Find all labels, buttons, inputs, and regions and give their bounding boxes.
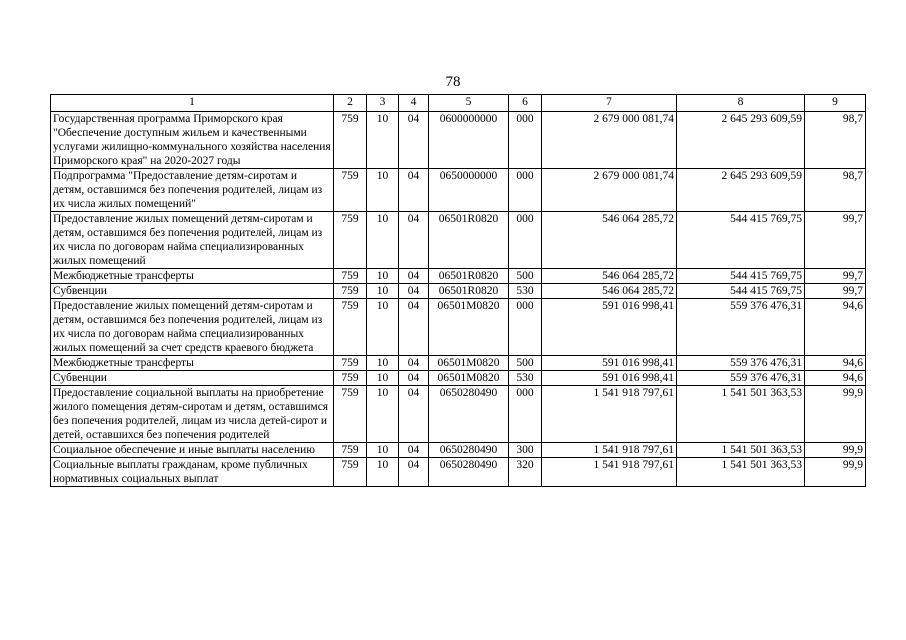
row-percent: 99,7 [805, 284, 866, 299]
row-name: Государственная программа Приморского края "Обеспечение доступным жильем и качественными услугами жилищно-коммунального хозяйства населения Приморского края" на 2020-2027 годы [51, 112, 334, 169]
row-fact-amount: 559 376 476,31 [677, 356, 805, 371]
row-target-article: 06501M0820 [429, 371, 509, 386]
row-expense-type: 000 [509, 212, 542, 269]
row-glava: 759 [334, 284, 367, 299]
row-expense-type: 530 [509, 371, 542, 386]
row-fact-amount: 2 645 293 609,59 [677, 169, 805, 212]
row-plan-amount: 591 016 998,41 [542, 356, 677, 371]
table-row [51, 371, 866, 386]
row-plan-amount: 591 016 998,41 [542, 299, 677, 356]
row-podrazdel: 04 [399, 112, 429, 169]
table-row [51, 212, 866, 269]
row-target-article: 06501R0820 [429, 284, 509, 299]
row-name: Социальные выплаты гражданам, кроме публичных нормативных социальных выплат [51, 458, 334, 487]
row-name: Предоставление жилых помещений детям-сиротам и детям, оставшимся без попечения родителей, лицам из их числа по договорам найма специализированных жилых помещений [51, 212, 334, 269]
row-plan-amount: 546 064 285,72 [542, 284, 677, 299]
row-expense-type: 000 [509, 386, 542, 443]
row-razdel: 10 [367, 212, 399, 269]
row-plan-amount: 546 064 285,72 [542, 269, 677, 284]
row-expense-type: 000 [509, 112, 542, 169]
row-razdel: 10 [367, 386, 399, 443]
row-fact-amount: 1 541 501 363,53 [677, 386, 805, 443]
column-header: 9 [805, 95, 866, 112]
row-fact-amount: 544 415 769,75 [677, 269, 805, 284]
row-name: Социальное обеспечение и иные выплаты населению [51, 443, 334, 458]
row-razdel: 10 [367, 299, 399, 356]
row-fact-amount: 2 645 293 609,59 [677, 112, 805, 169]
row-target-article: 06501R0820 [429, 269, 509, 284]
row-target-article: 0600000000 [429, 112, 509, 169]
row-percent: 99,9 [805, 386, 866, 443]
row-target-article: 0650000000 [429, 169, 509, 212]
table-row [51, 458, 866, 487]
header-row [51, 95, 866, 112]
row-fact-amount: 1 541 501 363,53 [677, 458, 805, 487]
row-plan-amount: 1 541 918 797,61 [542, 443, 677, 458]
row-glava: 759 [334, 458, 367, 487]
table-row [51, 269, 866, 284]
row-razdel: 10 [367, 284, 399, 299]
row-fact-amount: 544 415 769,75 [677, 284, 805, 299]
row-razdel: 10 [367, 458, 399, 487]
row-percent: 94,6 [805, 371, 866, 386]
row-razdel: 10 [367, 356, 399, 371]
row-target-article: 0650280490 [429, 386, 509, 443]
row-percent: 94,6 [805, 299, 866, 356]
row-percent: 99,9 [805, 443, 866, 458]
row-glava: 759 [334, 443, 367, 458]
row-percent: 99,7 [805, 212, 866, 269]
row-podrazdel: 04 [399, 371, 429, 386]
row-name: Субвенции [51, 284, 334, 299]
row-target-article: 0650280490 [429, 443, 509, 458]
row-glava: 759 [334, 212, 367, 269]
column-header: 6 [509, 95, 542, 112]
table-row [51, 299, 866, 356]
row-name: Предоставление социальной выплаты на приобретение жилого помещения детям-сиротам и детям, оставшимся без попечения родителей, лицам из числа детей-сирот и детей, оставшихся без попечения родителей [51, 386, 334, 443]
row-razdel: 10 [367, 112, 399, 169]
table-body [51, 112, 866, 487]
row-target-article: 06501R0820 [429, 212, 509, 269]
row-percent: 99,9 [805, 458, 866, 487]
row-expense-type: 320 [509, 458, 542, 487]
row-expense-type: 500 [509, 356, 542, 371]
column-header: 5 [429, 95, 509, 112]
row-razdel: 10 [367, 371, 399, 386]
row-expense-type: 530 [509, 284, 542, 299]
row-plan-amount: 2 679 000 081,74 [542, 112, 677, 169]
row-podrazdel: 04 [399, 212, 429, 269]
row-glava: 759 [334, 386, 367, 443]
row-razdel: 10 [367, 269, 399, 284]
row-podrazdel: 04 [399, 269, 429, 284]
row-glava: 759 [334, 371, 367, 386]
row-razdel: 10 [367, 169, 399, 212]
row-glava: 759 [334, 112, 367, 169]
row-glava: 759 [334, 299, 367, 356]
budget-table [50, 94, 866, 487]
row-fact-amount: 544 415 769,75 [677, 212, 805, 269]
row-percent: 98,7 [805, 169, 866, 212]
table-row [51, 443, 866, 458]
row-expense-type: 000 [509, 169, 542, 212]
row-glava: 759 [334, 269, 367, 284]
row-podrazdel: 04 [399, 356, 429, 371]
table-row [51, 112, 866, 169]
row-razdel: 10 [367, 443, 399, 458]
row-target-article: 0650280490 [429, 458, 509, 487]
row-name: Подпрограмма "Предоставление детям-сиротам и детям, оставшимся без попечения родителей, лицам из их числа жилых помещений" [51, 169, 334, 212]
row-glava: 759 [334, 356, 367, 371]
row-glava: 759 [334, 169, 367, 212]
row-target-article: 06501M0820 [429, 356, 509, 371]
table-row [51, 356, 866, 371]
page-number: 78 [445, 74, 461, 90]
row-plan-amount: 2 679 000 081,74 [542, 169, 677, 212]
row-expense-type: 300 [509, 443, 542, 458]
column-header: 4 [399, 95, 429, 112]
row-plan-amount: 1 541 918 797,61 [542, 458, 677, 487]
row-target-article: 06501M0820 [429, 299, 509, 356]
table-row [51, 284, 866, 299]
row-percent: 94,6 [805, 356, 866, 371]
row-expense-type: 500 [509, 269, 542, 284]
row-name: Предоставление жилых помещений детям-сиротам и детям, оставшимся без попечения родителей, лицам из их числа по договорам найма специализированных жилых помещений за счет средств краевого бюджета [51, 299, 334, 356]
table-row [51, 386, 866, 443]
row-name: Межбюджетные трансферты [51, 269, 334, 284]
column-header: 7 [542, 95, 677, 112]
row-name: Субвенции [51, 371, 334, 386]
row-plan-amount: 591 016 998,41 [542, 371, 677, 386]
row-podrazdel: 04 [399, 299, 429, 356]
row-podrazdel: 04 [399, 458, 429, 487]
row-podrazdel: 04 [399, 443, 429, 458]
row-plan-amount: 1 541 918 797,61 [542, 386, 677, 443]
row-percent: 99,7 [805, 269, 866, 284]
column-header: 1 [51, 95, 334, 112]
row-name: Межбюджетные трансферты [51, 356, 334, 371]
column-header: 3 [367, 95, 399, 112]
row-plan-amount: 546 064 285,72 [542, 212, 677, 269]
row-podrazdel: 04 [399, 169, 429, 212]
row-fact-amount: 1 541 501 363,53 [677, 443, 805, 458]
column-header: 8 [677, 95, 805, 112]
column-header: 2 [334, 95, 367, 112]
table-row [51, 169, 866, 212]
row-podrazdel: 04 [399, 386, 429, 443]
row-podrazdel: 04 [399, 284, 429, 299]
row-percent: 98,7 [805, 112, 866, 169]
row-fact-amount: 559 376 476,31 [677, 371, 805, 386]
row-expense-type: 000 [509, 299, 542, 356]
row-fact-amount: 559 376 476,31 [677, 299, 805, 356]
